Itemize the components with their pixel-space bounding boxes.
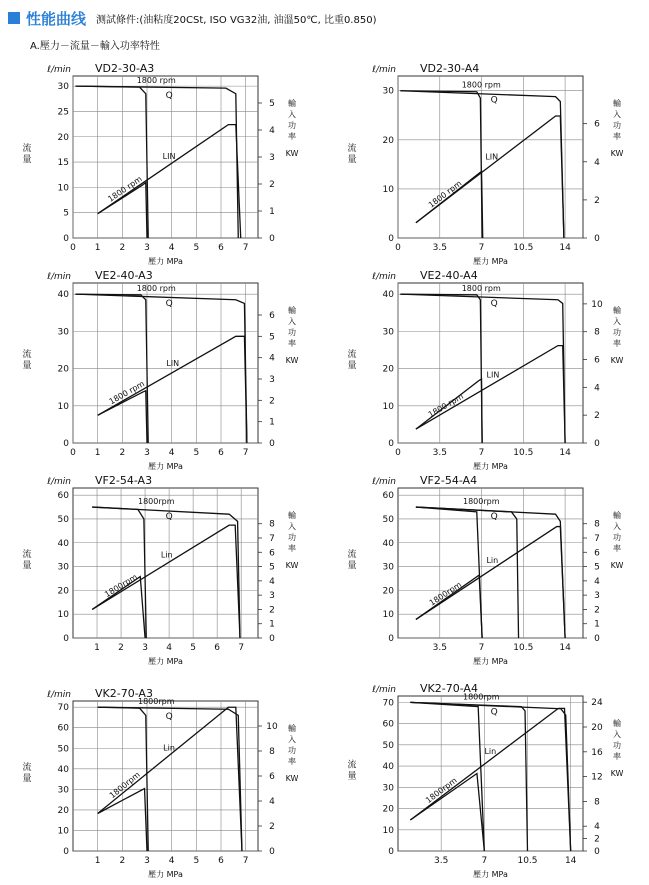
rpm-annotation: 1800 rpm xyxy=(136,76,176,86)
x-tick-label: 7 xyxy=(242,856,249,866)
y2-tick-label: 24 xyxy=(591,698,603,709)
y-unit-label: ℓ/min xyxy=(47,272,71,282)
y2-tick-label: 4 xyxy=(594,822,600,833)
y2-unit-label: KW xyxy=(285,356,299,365)
y2-axis-label-char: 入 xyxy=(613,730,621,739)
y-axis-label-char: 流 xyxy=(347,760,357,771)
y2-axis-label-char: 功 xyxy=(288,328,296,337)
rpm-lin-annotation: 1800rpm xyxy=(427,580,464,608)
series-line-lin xyxy=(98,707,242,851)
x-tick-label: 4 xyxy=(168,856,175,866)
x-tick-label: 5 xyxy=(190,643,196,653)
y-tick-label: 40 xyxy=(57,290,69,301)
y-unit-label: ℓ/min xyxy=(372,477,396,487)
series-line-lin xyxy=(92,525,240,638)
y2-tick-label: 8 xyxy=(594,797,600,808)
y2-axis-label-char: 入 xyxy=(288,522,296,531)
y2-tick-label: 3 xyxy=(269,375,275,385)
rpm-annotation: 1800rpm xyxy=(462,692,500,702)
y-tick-label: 60 xyxy=(382,491,394,502)
x-tick-label: 0 xyxy=(70,448,76,458)
rpm-lin-annotation: 1800 rpm xyxy=(107,379,147,407)
y-axis-label-char: 流 xyxy=(22,144,32,154)
y-axis-label-char: 量 xyxy=(347,561,357,571)
page-header xyxy=(8,6,376,30)
y-tick-label: 0 xyxy=(388,234,394,244)
x-tick-label: 10.5 xyxy=(513,448,534,458)
y-tick-label: 50 xyxy=(382,740,394,751)
y2-tick-label: 5 xyxy=(269,99,275,109)
y2-unit-label: KW xyxy=(285,149,299,158)
y2-axis-label-char: 輸 xyxy=(288,99,296,108)
x-tick-label: 7 xyxy=(478,643,485,653)
y2-tick-label: 4 xyxy=(269,797,275,807)
y-tick-label: 50 xyxy=(57,744,69,755)
series-line-q xyxy=(416,507,519,638)
x-axis-label: 壓力 MPa xyxy=(473,870,508,879)
y2-tick-label: 0 xyxy=(269,234,275,244)
q-annotation: Q xyxy=(165,299,173,310)
x-tick-label: 7 xyxy=(242,448,249,458)
y2-tick-label: 2 xyxy=(594,195,600,206)
x-tick-label: 5 xyxy=(193,448,200,458)
y2-tick-label: 1 xyxy=(269,619,275,630)
series-line-lin xyxy=(416,575,482,638)
y-tick-label: 30 xyxy=(382,783,394,794)
y2-axis-label-char: 功 xyxy=(288,121,296,130)
x-tick-label: 0 xyxy=(395,243,401,253)
lin-annotation: LIN xyxy=(166,358,180,368)
rpm-lin-annotation: 1800rpm xyxy=(424,775,459,806)
lin-annotation: LIN xyxy=(162,152,176,162)
x-tick-label: 7 xyxy=(238,643,245,653)
chart-2 xyxy=(347,58,635,270)
y-tick-label: 0 xyxy=(63,234,69,244)
q-annotation: Q xyxy=(490,299,498,310)
y-unit-label: ℓ/min xyxy=(372,685,396,695)
y-axis-label-char: 量 xyxy=(347,361,357,371)
y-unit-label: ℓ/min xyxy=(372,272,396,282)
plot-frame xyxy=(398,696,583,851)
y2-tick-label: 4 xyxy=(269,126,275,136)
y2-tick-label: 2 xyxy=(269,822,275,832)
y-axis-label-char: 量 xyxy=(347,771,357,782)
chart-title: VD2-30-A3 xyxy=(95,62,155,75)
x-tick-label: 6 xyxy=(218,448,224,458)
x-axis-label: 壓力 MPa xyxy=(148,257,183,266)
chart-title: VK2-70-A4 xyxy=(420,682,478,695)
y-axis-label-char: 流 xyxy=(347,550,357,560)
q-annotation: Q xyxy=(490,707,498,718)
y-tick-label: 0 xyxy=(63,439,69,449)
chart-3 xyxy=(22,265,310,475)
y2-tick-label: 1 xyxy=(269,417,275,428)
x-tick-label: 4 xyxy=(168,243,175,253)
x-axis-label: 壓力 MPa xyxy=(473,462,508,471)
rpm-lin-annotation: 1800rpm xyxy=(103,572,139,600)
y-tick-label: 30 xyxy=(382,327,394,338)
rpm-annotation: 1800 rpm xyxy=(461,284,501,294)
y2-tick-label: 10 xyxy=(591,299,603,310)
y2-tick-label: 2 xyxy=(269,180,275,190)
y2-tick-label: 0 xyxy=(269,847,275,857)
x-tick-label: 3 xyxy=(142,643,148,653)
y-axis-label-char: 流 xyxy=(347,144,357,154)
y-tick-label: 0 xyxy=(63,847,69,857)
y2-tick-label: 8 xyxy=(269,519,275,530)
x-tick-label: 3 xyxy=(144,856,150,866)
test-conditions: 测試條件:(油粘度20CSt, ISO VG32油, 油溫50℃, 比重0.850) xyxy=(96,14,377,26)
y2-tick-label: 4 xyxy=(594,383,600,394)
series-line-q xyxy=(92,507,146,638)
y2-axis-label-char: 率 xyxy=(288,544,296,553)
x-axis-label: 壓力 MPa xyxy=(148,462,183,471)
x-tick-label: 2 xyxy=(119,856,126,866)
rpm-annotation: 1800rpm xyxy=(137,497,175,507)
y2-axis-label-char: 入 xyxy=(288,110,296,119)
y2-unit-label: KW xyxy=(610,149,624,158)
y-tick-label: 50 xyxy=(382,514,394,525)
y-tick-label: 20 xyxy=(57,364,69,375)
y-tick-label: 50 xyxy=(57,514,69,525)
x-tick-label: 5 xyxy=(193,243,200,253)
y2-tick-label: 4 xyxy=(594,157,600,168)
y2-tick-label: 4 xyxy=(269,576,275,587)
lin-annotation: Lin xyxy=(160,550,173,560)
y-tick-label: 0 xyxy=(388,439,394,449)
y-axis-label-char: 流 xyxy=(22,350,32,360)
y2-tick-label: 0 xyxy=(594,439,600,449)
y2-tick-label: 5 xyxy=(269,562,275,573)
chart-title: VK2-70-A3 xyxy=(95,687,153,700)
y2-unit-label: KW xyxy=(610,561,624,570)
x-tick-label: 14 xyxy=(559,448,571,458)
x-tick-label: 3 xyxy=(144,448,150,458)
y2-tick-label: 6 xyxy=(269,772,275,782)
square-bullet-icon xyxy=(8,12,20,24)
x-tick-label: 6 xyxy=(214,643,221,653)
series-line-q xyxy=(410,702,527,851)
y2-tick-label: 7 xyxy=(269,534,275,544)
y-tick-label: 40 xyxy=(57,538,69,549)
chart-6 xyxy=(347,470,635,670)
y2-axis-label-char: 率 xyxy=(613,544,621,553)
series-line-lin xyxy=(416,346,565,443)
y2-axis-label-char: 入 xyxy=(288,317,296,326)
y-tick-label: 20 xyxy=(382,364,394,375)
y2-axis-label-char: 輸 xyxy=(613,306,621,315)
series-line-lin xyxy=(98,336,247,443)
lin-annotation: Lin xyxy=(486,556,499,565)
x-tick-label: 3.5 xyxy=(434,856,449,866)
series-line-lin xyxy=(98,125,241,238)
y2-axis-label-char: 率 xyxy=(288,339,296,348)
y2-axis-label-char: 輸 xyxy=(288,511,296,520)
lin-annotation: Lin xyxy=(163,743,175,753)
rpm-annotation: 1800rpm xyxy=(137,697,175,707)
section-title: 性能曲线 xyxy=(26,9,87,28)
y2-tick-label: 2 xyxy=(269,396,275,407)
x-tick-label: 14 xyxy=(564,856,577,866)
y-tick-label: 20 xyxy=(57,805,69,816)
x-tick-label: 14 xyxy=(559,643,571,653)
x-tick-label: 1 xyxy=(94,243,101,253)
y2-tick-label: 0 xyxy=(594,234,600,244)
y2-tick-label: 10 xyxy=(266,722,278,732)
y-axis-label-char: 量 xyxy=(347,155,357,165)
y-tick-label: 40 xyxy=(382,290,394,301)
x-tick-label: 6 xyxy=(218,856,224,866)
x-axis-label: 壓力 MPa xyxy=(473,257,508,266)
y-tick-label: 15 xyxy=(57,158,69,169)
y-tick-label: 40 xyxy=(382,538,394,549)
y2-unit-label: KW xyxy=(610,769,624,778)
x-tick-label: 10.5 xyxy=(517,856,538,866)
y2-axis-label-char: 輸 xyxy=(613,719,621,728)
x-tick-label: 2 xyxy=(119,243,126,253)
y2-tick-label: 0 xyxy=(594,634,600,644)
x-tick-label: 7 xyxy=(481,856,488,866)
y-tick-label: 30 xyxy=(382,562,394,573)
y-unit-label: ℓ/min xyxy=(47,477,71,487)
y-tick-label: 10 xyxy=(382,610,394,621)
y2-axis-label-char: 率 xyxy=(288,132,296,141)
y2-tick-label: 0 xyxy=(269,634,275,644)
x-tick-label: 1 xyxy=(94,643,100,653)
q-annotation: Q xyxy=(490,512,498,523)
x-tick-label: 2 xyxy=(119,448,126,458)
series-line-q xyxy=(416,507,482,638)
y2-tick-label: 1 xyxy=(269,207,275,217)
y-tick-label: 20 xyxy=(382,135,394,146)
x-tick-label: 0 xyxy=(70,243,76,253)
x-tick-label: 0 xyxy=(395,448,401,458)
y-tick-label: 40 xyxy=(382,762,394,773)
y-tick-label: 20 xyxy=(382,586,394,597)
y-axis-label-char: 量 xyxy=(22,155,32,165)
y-tick-label: 70 xyxy=(57,703,69,714)
lin-annotation: LIN xyxy=(486,370,500,380)
y2-tick-label: 3 xyxy=(269,153,275,163)
y2-axis-label-char: 功 xyxy=(613,741,621,750)
x-tick-label: 3.5 xyxy=(432,643,447,653)
y2-axis-label-char: 輸 xyxy=(613,99,621,108)
chart-title: VE2-40-A4 xyxy=(420,269,478,282)
chart-8 xyxy=(347,678,635,883)
y2-tick-label: 0 xyxy=(594,847,600,857)
series-line-q xyxy=(92,507,240,638)
series-line-lin xyxy=(416,527,565,638)
y2-tick-label: 4 xyxy=(594,576,600,587)
y-axis-label-char: 流 xyxy=(347,350,357,360)
y-tick-label: 30 xyxy=(382,86,394,97)
rpm-annotation: 1800rpm xyxy=(462,497,500,507)
y-axis-label-char: 量 xyxy=(22,361,32,371)
y-tick-label: 30 xyxy=(57,562,69,573)
y2-axis-label-char: 輸 xyxy=(288,306,296,315)
y2-unit-label: KW xyxy=(285,774,299,783)
y-tick-label: 70 xyxy=(382,698,394,709)
x-tick-label: 3.5 xyxy=(432,243,447,253)
chart-5 xyxy=(22,470,310,670)
y2-tick-label: 4 xyxy=(269,353,275,364)
lin-annotation: LIN xyxy=(485,152,499,162)
x-tick-label: 14 xyxy=(559,243,571,253)
chart-title: VF2-54-A4 xyxy=(420,474,478,487)
x-tick-label: 7 xyxy=(478,448,485,458)
y2-tick-label: 8 xyxy=(594,327,600,338)
y2-axis-label-char: 入 xyxy=(613,522,621,531)
y2-tick-label: 8 xyxy=(594,519,600,530)
y-axis-label-char: 量 xyxy=(22,561,32,571)
y-tick-label: 10 xyxy=(57,401,69,412)
y2-tick-label: 2 xyxy=(594,605,600,616)
y-tick-label: 10 xyxy=(57,610,69,621)
y2-axis-label-char: 功 xyxy=(613,533,621,542)
y2-axis-label-char: 率 xyxy=(613,752,621,761)
y2-tick-label: 2 xyxy=(594,834,600,845)
rpm-lin-annotation: 1800rpm xyxy=(107,770,142,801)
x-axis-label: 壓力 MPa xyxy=(148,870,183,879)
chart-title: VF2-54-A3 xyxy=(95,474,153,487)
x-axis-label: 壓力 MPa xyxy=(148,657,183,666)
y-tick-label: 25 xyxy=(57,107,69,118)
rpm-lin-annotation: 1800 rpm xyxy=(426,391,466,420)
y2-axis-label-char: 功 xyxy=(288,533,296,542)
y2-axis-label-char: 率 xyxy=(613,132,621,141)
y2-tick-label: 5 xyxy=(594,562,600,573)
x-tick-label: 4 xyxy=(166,643,172,653)
y-tick-label: 10 xyxy=(57,826,69,837)
series-line-q xyxy=(416,507,565,638)
x-tick-label: 3.5 xyxy=(432,448,447,458)
chart-7 xyxy=(22,683,310,883)
y2-unit-label: KW xyxy=(610,356,624,365)
y2-tick-label: 8 xyxy=(269,747,275,757)
chart-1 xyxy=(22,58,310,270)
y2-tick-label: 6 xyxy=(594,119,600,130)
q-annotation: Q xyxy=(165,712,173,723)
y2-tick-label: 6 xyxy=(594,548,600,559)
series-line-lin xyxy=(416,116,564,238)
y2-tick-label: 6 xyxy=(594,355,600,366)
y-unit-label: ℓ/min xyxy=(372,65,396,75)
y2-tick-label: 2 xyxy=(594,411,600,422)
y2-tick-label: 1 xyxy=(594,619,600,630)
y-tick-label: 40 xyxy=(57,764,69,775)
series-line-lin xyxy=(416,171,483,238)
y2-axis-label-char: 率 xyxy=(288,757,296,766)
x-tick-label: 7 xyxy=(242,243,249,253)
y-tick-label: 10 xyxy=(382,401,394,412)
y-tick-label: 60 xyxy=(57,723,69,734)
y-axis-label-char: 量 xyxy=(22,774,32,784)
y-tick-label: 10 xyxy=(382,825,394,836)
x-tick-label: 2 xyxy=(118,643,124,653)
y2-tick-label: 6 xyxy=(269,548,275,559)
y2-axis-label-char: 入 xyxy=(613,317,621,326)
x-tick-label: 1 xyxy=(94,448,101,458)
y-tick-label: 20 xyxy=(57,586,69,597)
y-tick-label: 10 xyxy=(382,184,394,195)
y2-axis-label-char: 輸 xyxy=(613,511,621,520)
series-line-q xyxy=(400,91,482,238)
x-tick-label: 6 xyxy=(218,243,224,253)
y2-axis-label-char: 入 xyxy=(613,110,621,119)
y2-axis-label-char: 入 xyxy=(288,735,296,744)
y-tick-label: 30 xyxy=(57,785,69,796)
y-unit-label: ℓ/min xyxy=(47,690,71,700)
q-annotation: Q xyxy=(165,91,173,102)
y2-tick-label: 6 xyxy=(269,311,275,321)
q-annotation: Q xyxy=(165,512,173,523)
y-tick-label: 30 xyxy=(57,82,69,93)
series-line-q xyxy=(98,707,242,851)
y2-tick-label: 7 xyxy=(594,534,600,544)
y-axis-label-char: 流 xyxy=(22,550,32,560)
chart-title: VE2-40-A3 xyxy=(95,269,153,282)
y-tick-label: 10 xyxy=(57,183,69,194)
subheading: A.壓力－流量－輸入功率特性 xyxy=(30,41,160,52)
y-tick-label: 0 xyxy=(388,847,394,857)
x-tick-label: 10.5 xyxy=(513,643,534,653)
y-tick-label: 20 xyxy=(382,804,394,815)
y2-tick-label: 3 xyxy=(594,591,600,602)
y2-axis-label-char: 功 xyxy=(613,121,621,130)
y-tick-label: 30 xyxy=(57,327,69,338)
y-tick-label: 0 xyxy=(63,634,69,644)
y-unit-label: ℓ/min xyxy=(47,65,71,75)
x-axis-label: 壓力 MPa xyxy=(473,657,508,666)
rpm-lin-annotation: 1800 rpm xyxy=(426,178,464,210)
y2-tick-label: 12 xyxy=(591,772,603,783)
y2-tick-label: 20 xyxy=(591,723,603,733)
y2-tick-label: 3 xyxy=(269,591,275,602)
y2-tick-label: 16 xyxy=(591,747,603,758)
chart-title: VD2-30-A4 xyxy=(420,62,480,75)
y-tick-label: 20 xyxy=(57,132,69,143)
chart-4 xyxy=(347,265,635,475)
lin-annotation: Lin xyxy=(484,747,497,757)
rpm-lin-annotation: 1800 rpm xyxy=(106,174,144,204)
y2-axis-label-char: 率 xyxy=(613,339,621,348)
x-tick-label: 4 xyxy=(168,448,175,458)
y2-axis-label-char: 功 xyxy=(288,746,296,755)
x-tick-label: 1 xyxy=(94,856,101,866)
x-tick-label: 5 xyxy=(193,856,200,866)
y2-tick-label: 2 xyxy=(269,605,275,616)
y-tick-label: 60 xyxy=(57,491,69,502)
y-tick-label: 0 xyxy=(388,634,394,644)
x-tick-label: 3 xyxy=(144,243,150,253)
rpm-annotation: 1800 rpm xyxy=(461,80,501,90)
y2-tick-label: 0 xyxy=(269,439,275,449)
x-tick-label: 10.5 xyxy=(513,243,534,253)
y2-tick-label: 5 xyxy=(269,332,275,343)
y2-axis-label-char: 功 xyxy=(613,328,621,337)
y2-axis-label-char: 輸 xyxy=(288,724,296,733)
q-annotation: Q xyxy=(490,95,498,106)
y-axis-label-char: 流 xyxy=(22,763,32,773)
y-tick-label: 5 xyxy=(63,208,69,219)
y2-unit-label: KW xyxy=(285,561,299,570)
series-line-q xyxy=(410,702,570,851)
x-tick-label: 7 xyxy=(478,243,485,253)
plot-frame xyxy=(73,701,258,851)
y-tick-label: 60 xyxy=(382,719,394,730)
rpm-annotation: 1800 rpm xyxy=(136,284,176,294)
